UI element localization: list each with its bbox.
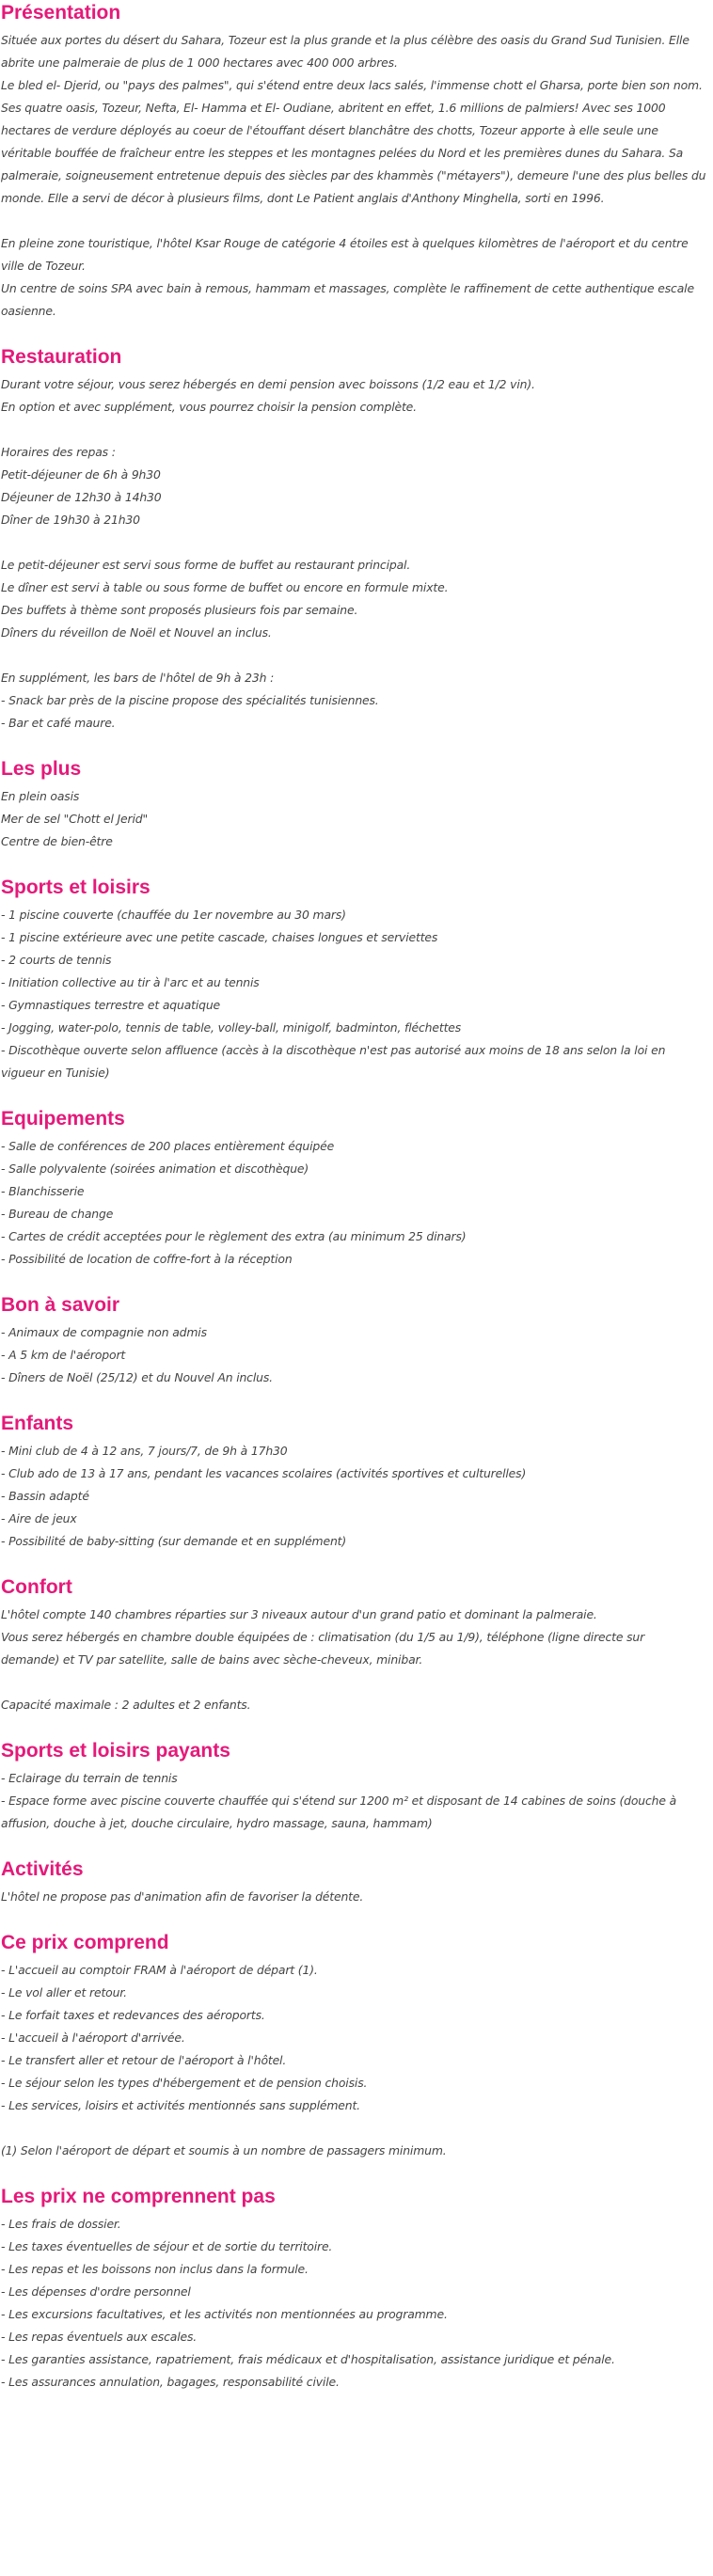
section-title: Les prix ne comprennent pas (1, 2186, 276, 2207)
text-line: - L'accueil à l'aéroport d'arrivée. (1, 2031, 185, 2045)
text-line: - Les garanties assistance, rapatriement, frais médicaux et d'hospitalisation, assistance juridique et pénale. (1, 2352, 615, 2366)
section-activites (1, 1835, 706, 1908)
section-body (1, 1135, 706, 1271)
text-line: - Salle polyvalente (soirées animation et discothèque) (1, 1162, 309, 1176)
section-body (1, 29, 706, 323)
text-line: - Bar et café maure. (1, 716, 116, 730)
text-line: Durant votre séjour, vous serez hébergés en demi pension avec boissons (1/2 eau et 1/2 vin). (1, 377, 535, 391)
text-line: - Eclairage du terrain de tennis (1, 1771, 178, 1785)
section-title: Présentation (1, 2, 121, 24)
blank-line (1, 419, 706, 441)
text-line: - Mini club de 4 à 12 ans, 7 jours/7, de 9h à 17h30 (1, 1444, 288, 1458)
section-sports-loisirs-payants (1, 1716, 706, 1835)
text-line: - Snack bar près de la piscine propose des spécialités tunisiennes. (1, 693, 379, 707)
text-line: demande) et TV par satellite, salle de bains avec sèche-cheveux, minibar. (1, 1652, 423, 1667)
text-line: Mer de sel "Chott el Jerid" (1, 812, 149, 826)
text-line: En plein oasis (1, 789, 80, 803)
text-line: - 1 piscine couverte (chauffée du 1er novembre au 30 mars) (1, 908, 346, 922)
text-line: - 1 piscine extérieure avec une petite cascade, chaises longues et serviettes (1, 930, 438, 944)
text-line: - Blanchisserie (1, 1184, 85, 1198)
text-line: - Jogging, water-polo, tennis de table, volley-ball, minigolf, badminton, fléchettes (1, 1020, 462, 1035)
section-bon-a-savoir (1, 1271, 706, 1389)
section-title: Restauration (1, 346, 122, 368)
text-line: Horaires des repas : (1, 445, 116, 459)
section-title: Equipements (1, 1108, 125, 1130)
text-line: Vous serez hébergés en chambre double équipées de : climatisation (du 1/5 au 1/9), téléphone (ligne directe sur (1, 1630, 645, 1644)
text-line: - Le forfait taxes et redevances des aéroports. (1, 2008, 265, 2022)
text-line: - Salle de conférences de 200 places entièrement équipée (1, 1139, 335, 1153)
text-line: Le dîner est servi à table ou sous forme de buffet ou encore en formule mixte. (1, 580, 449, 594)
section-equipements (1, 1084, 706, 1271)
text-line: - Les excursions facultatives, et les activités non mentionnées au programme. (1, 2307, 448, 2321)
text-line: - Aire de jeux (1, 1511, 77, 1525)
text-line: - Le vol aller et retour. (1, 1985, 127, 1999)
text-line: vigueur en Tunisie) (1, 1066, 110, 1080)
text-line: abrite une palmeraie de plus de 1 000 hectares avec 400 000 arbres. (1, 55, 398, 70)
section-enfants (1, 1389, 706, 1553)
text-line: Située aux portes du désert du Sahara, Tozeur est la plus grande et la plus célèbre des oasis du Grand Sud Tunisien. Elle (1, 33, 689, 47)
text-line: - Les taxes éventuelles de séjour et de sortie du territoire. (1, 2239, 333, 2253)
text-line: En pleine zone touristique, l'hôtel Ksar Rouge de catégorie 4 étoiles est à quelques kilomètres de l'aéroport et du centre (1, 236, 689, 250)
section-title: Bon à savoir (1, 1294, 120, 1316)
text-line: affusion, douche à jet, douche circulaire, hydro massage, sauna, hammam) (1, 1816, 433, 1830)
text-line: - 2 courts de tennis (1, 953, 112, 967)
section-body (1, 1767, 706, 1835)
text-line: Centre de bien-être (1, 834, 113, 848)
text-line: palmeraie, soigneusement entretenue depuis des siècles par des khammès ("métayers"), demeure l'une des plus belles du (1, 168, 706, 182)
text-line: Un centre de soins SPA avec bain à remous, hammam et massages, complète le raffinement de cette authentique escale (1, 281, 694, 295)
text-line: ville de Tozeur. (1, 259, 86, 273)
section-body (1, 1604, 706, 1716)
text-line: - Possibilité de baby-sitting (sur demande et en supplément) (1, 1534, 347, 1548)
text-line: En option et avec supplément, vous pourrez choisir la pension complète. (1, 400, 417, 414)
text-line: - Club ado de 13 à 17 ans, pendant les vacances scolaires (activités sportives et culturelles) (1, 1466, 527, 1480)
section-restauration (1, 323, 706, 735)
text-line: - Animaux de compagnie non admis (1, 1325, 207, 1339)
section-body (1, 1440, 706, 1553)
section-title: Ce prix comprend (1, 1932, 169, 1953)
text-line: Capacité maximale : 2 adultes et 2 enfants. (1, 1698, 251, 1712)
section-body (1, 1959, 706, 2162)
text-line: - Bureau de change (1, 1207, 114, 1221)
text-line: - Le séjour selon les types d'hébergement et de pension choisis. (1, 2076, 368, 2090)
text-line: - Les repas et les boissons non inclus dans la formule. (1, 2262, 309, 2276)
text-line: Dîner de 19h30 à 21h30 (1, 513, 140, 527)
text-line: - Possibilité de location de coffre-fort à la réception (1, 1252, 293, 1266)
section-title: Activités (1, 1858, 84, 1880)
text-line: - Les dépenses d'ordre personnel (1, 2284, 191, 2299)
text-line: (1) Selon l'aéroport de départ et soumis à un nombre de passagers minimum. (1, 2143, 447, 2157)
text-line: oasienne. (1, 304, 56, 318)
section-ce-prix-comprend (1, 1908, 706, 2162)
section-title: Enfants (1, 1413, 74, 1434)
section-les-plus (1, 735, 706, 853)
text-line: - Initiation collective au tir à l'arc et au tennis (1, 975, 260, 989)
text-line: Déjeuner de 12h30 à 14h30 (1, 490, 162, 504)
text-line: Le petit-déjeuner est servi sous forme de buffet au restaurant principal. (1, 558, 411, 572)
text-line: monde. Elle a servi de décor à plusieurs films, dont Le Patient anglais d'Anthony Minghella, sorti en 1996. (1, 191, 605, 205)
text-line: Ses quatre oasis, Tozeur, Nefta, El- Hamma et El- Oudiane, abritent en effet, 1.6 millions de palmiers! Avec ses 1000 (1, 101, 666, 115)
text-line: - Cartes de crédit acceptées pour le règlement des extra (au minimum 25 dinars) (1, 1229, 467, 1243)
text-line: - Gymnastiques terrestre et aquatique (1, 998, 221, 1012)
text-line: Le bled el- Djerid, ou "pays des palmes", qui s'étend entre deux lacs salés, l'immense chott el Gharsa, porte bien son nom. (1, 78, 703, 92)
text-line: véritable bouffée de fraîcheur entre les steppes et les montagnes pelées du Nord et les premières dunes du Sahara. Sa (1, 146, 684, 160)
section-prix-ne-comprennent-pas (1, 2162, 706, 2394)
text-line: - Espace forme avec piscine couverte chauffée qui s'étend sur 1200 m² et disposant de 14 cabines de soins (douche à (1, 1794, 677, 1808)
text-line: Dîners du réveillon de Noël et Nouvel an inclus. (1, 625, 272, 640)
text-line: - A 5 km de l'aéroport (1, 1348, 126, 1362)
text-line: - Les frais de dossier. (1, 2217, 121, 2231)
blank-line (1, 644, 706, 667)
section-title: Sports et loisirs (1, 877, 151, 898)
blank-line (1, 210, 706, 232)
text-line: - Le transfert aller et retour de l'aéroport à l'hôtel. (1, 2053, 287, 2067)
text-line: L'hôtel ne propose pas d'animation afin de favoriser la détente. (1, 1889, 364, 1904)
blank-line (1, 1671, 706, 1694)
text-line: hectares de verdure déployés au coeur de l'étouffant désert blanchâtre des chotts, Tozeur apporte à elle seule une (1, 123, 658, 137)
section-title: Les plus (1, 758, 82, 780)
text-line: En supplément, les bars de l'hôtel de 9h à 23h : (1, 671, 275, 685)
section-body (1, 904, 706, 1084)
blank-line (1, 2117, 706, 2140)
blank-line (1, 531, 706, 554)
section-title: Sports et loisirs payants (1, 1740, 230, 1762)
text-line: Des buffets à thème sont proposés plusieurs fois par semaine. (1, 603, 358, 617)
text-line: - Bassin adapté (1, 1489, 89, 1503)
text-line: - Dîners de Noël (25/12) et du Nouvel An inclus. (1, 1370, 273, 1384)
text-line: Petit-déjeuner de 6h à 9h30 (1, 467, 161, 482)
section-body (1, 785, 706, 853)
text-line: - Les services, loisirs et activités mentionnés sans supplément. (1, 2098, 360, 2112)
section-presentation (1, 0, 706, 323)
section-sports-loisirs (1, 853, 706, 1084)
section-body (1, 1886, 706, 1908)
text-line: - Les assurances annulation, bagages, responsabilité civile. (1, 2375, 340, 2389)
section-title: Confort (1, 1576, 72, 1598)
text-line: - Discothèque ouverte selon affluence (accès à la discothèque n'est pas autorisé aux moins de 18 ans selon la loi en (1, 1043, 666, 1057)
section-body (1, 2213, 706, 2394)
text-line: L'hôtel compte 140 chambres réparties sur 3 niveaux autour d'un grand patio et dominant la palmeraie. (1, 1607, 597, 1621)
section-confort (1, 1553, 706, 1716)
section-body (1, 373, 706, 735)
text-line: - Les repas éventuels aux escales. (1, 2330, 198, 2344)
text-line: - L'accueil au comptoir FRAM à l'aéroport de départ (1). (1, 1963, 318, 1977)
section-body (1, 1321, 706, 1389)
